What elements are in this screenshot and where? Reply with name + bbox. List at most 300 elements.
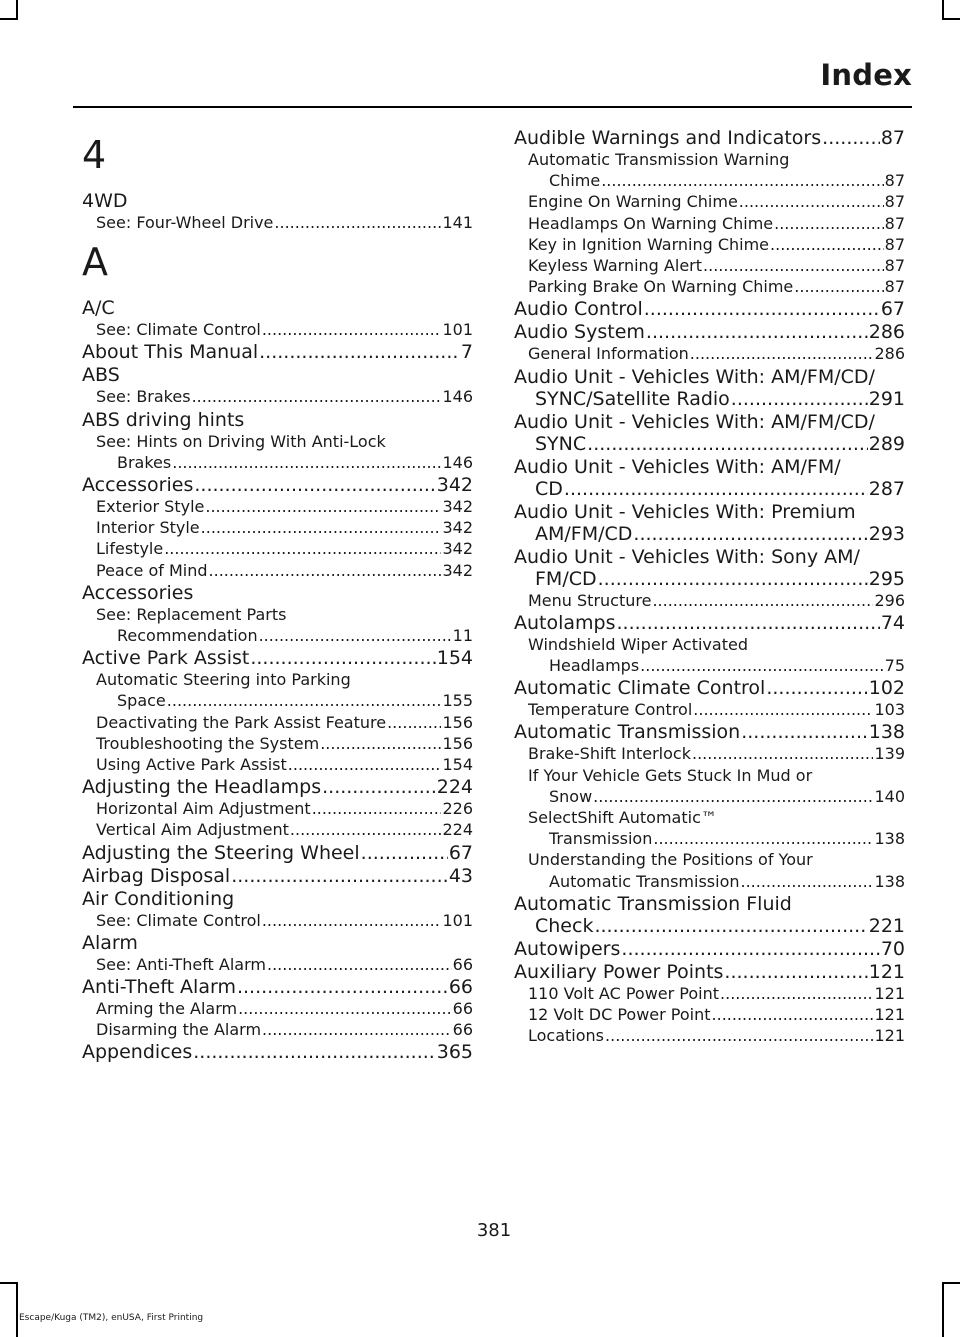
entry-row: [514, 298, 905, 320]
page-ref: 87: [884, 171, 905, 191]
index-subentry: [514, 343, 905, 364]
entry-text-continued: AM/FM/CD: [535, 522, 633, 545]
index-subentry: [514, 743, 905, 764]
dot-leader: [193, 1041, 436, 1063]
entry-row: [96, 560, 473, 581]
entry-text: SelectShift Automatic™: [528, 808, 717, 828]
entry-text: See: Replacement Parts: [96, 604, 287, 624]
entry-text: Air Conditioning: [82, 887, 235, 910]
entry-row: [96, 517, 473, 538]
entry-continuation-row: [514, 433, 905, 455]
index-entry: [82, 647, 473, 669]
dot-leader: [692, 743, 873, 764]
index-entry: [514, 612, 905, 634]
index-entry: [82, 932, 473, 954]
entry-text-continued: Space: [117, 691, 166, 711]
page-ref: 224: [436, 776, 473, 799]
page-ref: 154: [436, 647, 473, 670]
dot-leader: [259, 341, 460, 363]
page-ref: 67: [448, 841, 473, 864]
dot-leader: [164, 538, 441, 559]
page-ref: 43: [448, 864, 473, 887]
index-entry: [82, 409, 473, 431]
entry-row: [514, 321, 905, 343]
dot-leader: [644, 298, 880, 320]
entry-row: [528, 1025, 905, 1046]
dot-leader: [262, 910, 442, 931]
entry-row: [528, 743, 905, 764]
entry-row: [528, 255, 905, 276]
entry-text: Using Active Park Assist: [96, 755, 287, 775]
entry-text: Keyless Warning Alert: [528, 256, 703, 276]
index-entry: [514, 546, 905, 590]
entry-row: [528, 213, 905, 234]
entry-row: [82, 341, 473, 363]
page-ref: 66: [452, 954, 473, 974]
index-subentry: [514, 255, 905, 276]
entry-text: Anti-Theft Alarm: [82, 976, 236, 999]
entry-text: Arming the Alarm: [96, 999, 238, 1019]
index-subentry: [82, 1019, 473, 1040]
dot-leader: [712, 1004, 874, 1025]
dot-leader: [621, 938, 879, 960]
dot-leader: [587, 433, 868, 455]
dot-leader: [205, 496, 441, 517]
entry-continuation-row: [514, 478, 905, 500]
dot-leader: [822, 127, 880, 149]
entry-continuation-row: [528, 871, 905, 892]
dot-leader: [640, 655, 883, 676]
index-column-right: [514, 126, 905, 1046]
dot-leader: [741, 871, 874, 892]
entry-text: Deactivating the Park Assist Feature: [96, 712, 387, 732]
page-ref: 102: [868, 677, 905, 700]
entry-text: Audio Unit - Vehicles With: AM/FM/CD/: [514, 410, 875, 433]
entry-text: Lifestyle: [96, 539, 164, 559]
entry-row: [514, 127, 905, 149]
index-subentry: [514, 765, 905, 807]
entry-row: [528, 699, 905, 720]
entry-text: 4WD: [82, 190, 128, 212]
entry-text: Automatic Transmission Fluid: [514, 892, 792, 915]
entry-text: Locations: [528, 1026, 605, 1046]
entry-text: Active Park Assist: [82, 647, 250, 670]
entry-text: Understanding the Positions of Your: [528, 850, 813, 870]
index-subentry: [82, 954, 473, 975]
entry-text-continued: Headlamps: [549, 656, 640, 676]
index-subentry: [514, 983, 905, 1004]
dot-leader: [594, 915, 867, 937]
dot-leader: [593, 786, 873, 807]
dot-leader: [703, 255, 884, 276]
crop-mark-bottom-left-h: [0, 1282, 18, 1284]
entry-text: Automatic Climate Control: [514, 677, 766, 700]
entry-row: [528, 276, 905, 297]
dot-leader: [172, 452, 441, 473]
entry-text: See: Climate Control: [96, 910, 261, 930]
entry-text-continued: SYNC/Satellite Radio: [535, 387, 730, 410]
page-ref: 121: [874, 983, 905, 1003]
entry-text: Menu Structure: [528, 590, 652, 610]
entry-continuation-row: [514, 568, 905, 590]
entry-text: Accessories: [82, 474, 194, 497]
entry-row: [528, 191, 905, 212]
page-title: Index: [820, 58, 912, 92]
dot-leader: [274, 212, 441, 233]
index-entry: [514, 893, 905, 937]
entry-text: Temperature Control: [528, 700, 693, 720]
entry-text: Engine On Warning Chime: [528, 192, 738, 212]
index-entry: [514, 456, 905, 500]
entry-text: Appendices: [82, 1041, 193, 1064]
dot-leader: [731, 388, 868, 410]
entry-continuation-row: [528, 786, 905, 807]
entry-text: Audio Control: [514, 298, 643, 321]
entry-continuation-row: [96, 690, 473, 711]
index-entry: [82, 865, 473, 887]
entry-text: Airbag Disposal: [82, 864, 231, 887]
entry-text: Headlamps On Warning Chime: [528, 213, 774, 233]
index-subentry: [82, 819, 473, 840]
page-ref: 11: [452, 626, 473, 646]
index-entry: [82, 364, 473, 386]
index-entry: [82, 776, 473, 798]
page-ref: 289: [868, 432, 905, 455]
entry-row: [82, 842, 473, 864]
entry-continuation-row: [96, 625, 473, 646]
entry-row: [96, 954, 473, 975]
entry-text-continued: Transmission: [549, 829, 653, 849]
dot-leader: [167, 690, 442, 711]
entry-text: Exterior Style: [96, 497, 205, 517]
dot-leader: [605, 1025, 873, 1046]
entry-text-continued: FM/CD: [535, 567, 597, 590]
index-subentry: [82, 386, 473, 407]
entry-text: Windshield Wiper Activated: [528, 634, 748, 654]
index-entry: [82, 297, 473, 319]
index-entry: [514, 961, 905, 983]
entry-text: Key in Ignition Warning Chime: [528, 234, 770, 254]
dot-leader: [290, 819, 442, 840]
page-ref: 221: [868, 914, 905, 937]
entry-row: [514, 612, 905, 634]
dot-leader: [794, 276, 883, 297]
entry-row: [528, 343, 905, 364]
dot-leader: [693, 699, 873, 720]
index-subentry: [514, 849, 905, 891]
page-ref: 295: [868, 567, 905, 590]
page-ref: 286: [868, 321, 905, 344]
entry-text: Troubleshooting the System: [96, 733, 320, 753]
page-ref: 121: [868, 960, 905, 983]
entry-continuation-row: [514, 915, 905, 937]
dot-leader: [361, 842, 448, 864]
index-entry: [514, 721, 905, 743]
index-subentry: [82, 712, 473, 733]
page-ref: 7: [460, 341, 473, 364]
index-subentry: [82, 431, 473, 473]
index-subentry: [82, 604, 473, 646]
entry-row: [96, 998, 473, 1019]
entry-continuation-row: [514, 523, 905, 545]
page-ref: 226: [442, 799, 473, 819]
entry-continuation-row: [96, 452, 473, 473]
entry-text: ABS: [82, 364, 120, 387]
entry-text: 110 Volt AC Power Point: [528, 983, 720, 1003]
page-ref: 342: [442, 518, 473, 538]
index-subentry: [82, 496, 473, 517]
entry-text-continued: Recommendation: [117, 626, 258, 646]
entry-row: [82, 776, 473, 798]
crop-mark-top-left-h: [0, 18, 18, 20]
entry-text: Accessories: [82, 581, 194, 604]
entry-text: Horizontal Aim Adjustment: [96, 799, 311, 819]
index-subentry: [82, 910, 473, 931]
index-entry: [82, 582, 473, 604]
entry-text: Audio Unit - Vehicles With: AM/FM/: [514, 455, 841, 478]
page-ref: 146: [442, 387, 473, 407]
entry-row: [96, 712, 473, 733]
entry-text: Vertical Aim Adjustment: [96, 820, 289, 840]
entry-row: [514, 721, 905, 743]
entry-text: A/C: [82, 297, 115, 320]
entry-continuation-row: [514, 388, 905, 410]
page-ref: 138: [874, 871, 905, 891]
dot-leader: [766, 677, 867, 699]
entry-row: [96, 496, 473, 517]
entry-text: See: Anti-Theft Alarm: [96, 954, 266, 974]
index-section-letter: 4: [82, 133, 107, 177]
entry-text: See: Four-Wheel Drive: [96, 213, 274, 232]
page-ref: 141: [442, 213, 473, 232]
entry-text: ABS driving hints: [82, 408, 245, 431]
index-subentry: [82, 669, 473, 711]
index-entry: [82, 842, 473, 864]
crop-mark-top-left-v: [16, 0, 18, 20]
page-ref: 74: [880, 611, 905, 634]
dot-leader: [653, 828, 873, 849]
title-rule: [73, 106, 912, 108]
entry-row: [82, 647, 473, 669]
index-subentry: [514, 1025, 905, 1046]
page-ref: 296: [874, 590, 905, 610]
entry-row: [96, 798, 473, 819]
crop-mark-bottom-right-h: [942, 1282, 960, 1284]
dot-leader: [201, 517, 442, 538]
entry-row: [514, 961, 905, 983]
page-ref: 121: [874, 1005, 905, 1025]
index-subentry: [514, 807, 905, 849]
entry-text: Audio Unit - Vehicles With: Sony AM/: [514, 545, 860, 568]
entry-row: [96, 538, 473, 559]
page-ref: 154: [442, 755, 473, 775]
page-ref: 342: [442, 497, 473, 517]
entry-text: See: Climate Control: [96, 320, 261, 340]
page-ref: 121: [874, 1026, 905, 1046]
entry-row: [96, 754, 473, 775]
dot-leader: [322, 776, 436, 798]
page-ref: 101: [442, 910, 473, 930]
entry-text: See: Brakes: [96, 387, 191, 407]
index-entry: [82, 976, 473, 998]
index-entry: [514, 501, 905, 545]
page-ref: 70: [880, 937, 905, 960]
index-subentry: [82, 560, 473, 581]
page-ref: 87: [884, 256, 905, 276]
index-subentry: [514, 191, 905, 212]
page-ref: 138: [874, 829, 905, 849]
dot-leader: [267, 954, 452, 975]
index-subentry: [514, 276, 905, 297]
index-entry: [514, 677, 905, 699]
entry-row: [96, 319, 473, 340]
page-ref: 146: [442, 452, 473, 472]
index-entry: [82, 190, 473, 212]
entry-continuation-row: [528, 655, 905, 676]
entry-text-continued: Check: [535, 914, 594, 937]
page-ref: 66: [448, 976, 473, 999]
dot-leader: [739, 191, 884, 212]
index-subentry: [514, 1004, 905, 1025]
page-ref: 224: [442, 820, 473, 840]
entry-text: Adjusting the Headlamps: [82, 776, 322, 799]
entry-text: Autolamps: [514, 611, 616, 634]
entry-row: [82, 865, 473, 887]
index-subentry: [82, 212, 473, 233]
entry-row: [82, 976, 473, 998]
index-entry: [82, 888, 473, 910]
page-ref: 75: [884, 656, 905, 676]
entry-text: Parking Brake On Warning Chime: [528, 277, 794, 297]
dot-leader: [209, 560, 442, 581]
index-subentry: [514, 213, 905, 234]
index-subentry: [514, 149, 905, 191]
crop-mark-top-right-v: [942, 0, 944, 20]
index-subentry: [514, 699, 905, 720]
entry-text: 12 Volt DC Power Point: [528, 1005, 711, 1025]
page-ref: 101: [442, 320, 473, 340]
dot-leader: [262, 319, 442, 340]
dot-leader: [774, 213, 884, 234]
entry-text: Automatic Transmission Warning: [528, 150, 790, 169]
entry-text: Peace of Mind: [96, 560, 208, 580]
entry-text: Audio System: [514, 321, 645, 344]
entry-text: Automatic Transmission: [514, 721, 741, 744]
dot-leader: [192, 386, 442, 407]
index-column-left: [82, 126, 473, 1063]
entry-row: [528, 1004, 905, 1025]
entry-text: Audio Unit - Vehicles With: Premium: [514, 500, 856, 523]
entry-text: Autowipers: [514, 937, 621, 960]
dot-leader: [652, 590, 873, 611]
entry-row: [96, 212, 473, 233]
page-ref: 156: [442, 733, 473, 753]
dot-leader: [720, 983, 873, 1004]
dot-leader: [250, 647, 435, 669]
entry-text: Audio Unit - Vehicles With: AM/FM/CD/: [514, 365, 875, 388]
page-ref: 155: [442, 691, 473, 711]
page-ref: 67: [880, 298, 905, 321]
entry-text-continued: Automatic Transmission: [549, 871, 740, 891]
index-subentry: [82, 798, 473, 819]
page-ref: 66: [452, 1020, 473, 1040]
crop-mark-top-right-h: [942, 18, 960, 20]
dot-leader: [617, 612, 880, 634]
entry-row: [82, 474, 473, 496]
dot-leader: [320, 733, 441, 754]
index-entry: [514, 938, 905, 960]
page-ref: 293: [868, 522, 905, 545]
entry-row: [82, 1041, 473, 1063]
dot-leader: [312, 798, 442, 819]
index-entry: [82, 1041, 473, 1063]
entry-text-continued: CD: [535, 477, 563, 500]
entry-continuation-row: [528, 170, 905, 191]
index-section-letter: A: [82, 240, 108, 285]
index-entry: [514, 298, 905, 320]
index-subentry: [82, 733, 473, 754]
page-ref: 342: [436, 474, 473, 497]
entry-text: Alarm: [82, 931, 138, 954]
entry-text: Brake-Shift Interlock: [528, 744, 691, 764]
dot-leader: [238, 998, 452, 1019]
page-ref: 87: [884, 234, 905, 254]
index-subentry: [82, 319, 473, 340]
index-subentry: [82, 754, 473, 775]
page-ref: 286: [874, 344, 905, 364]
page-ref: 87: [884, 192, 905, 212]
entry-row: [96, 733, 473, 754]
dot-leader: [259, 625, 452, 646]
entry-text: General Information: [528, 344, 689, 364]
entry-text: Automatic Steering into Parking: [96, 670, 351, 690]
index-entry: [514, 366, 905, 410]
page-ref: 342: [442, 539, 473, 559]
entry-row: [96, 910, 473, 931]
entry-text: Interior Style: [96, 518, 200, 538]
dot-leader: [724, 961, 867, 983]
entry-text-continued: Snow: [549, 786, 593, 806]
page-ref: 140: [874, 786, 905, 806]
entry-row: [96, 386, 473, 407]
dot-leader: [741, 721, 868, 743]
dot-leader: [194, 474, 435, 496]
index-subentry: [514, 234, 905, 255]
entry-text: Auxiliary Power Points: [514, 960, 724, 983]
dot-leader: [387, 712, 441, 733]
page-ref: 365: [436, 1041, 473, 1064]
crop-mark-bottom-right-v: [942, 1282, 944, 1337]
entry-text-continued: SYNC: [535, 432, 587, 455]
entry-text: About This Manual: [82, 341, 259, 364]
dot-leader: [288, 754, 442, 775]
index-entry: [514, 321, 905, 343]
index-subentry: [82, 517, 473, 538]
entry-row: [96, 819, 473, 840]
entry-row: [528, 234, 905, 255]
publication-footer: Escape/Kuga (TM2), enUSA, First Printing: [19, 1313, 204, 1323]
dot-leader: [646, 321, 868, 343]
page-ref: 87: [884, 277, 905, 297]
entry-row: [514, 677, 905, 699]
page-ref: 66: [452, 999, 473, 1019]
dot-leader: [633, 523, 867, 545]
entry-row: [514, 938, 905, 960]
entry-row: [96, 1019, 473, 1040]
index-entry: [82, 474, 473, 496]
dot-leader: [231, 865, 448, 887]
entry-text: If Your Vehicle Gets Stuck In Mud or: [528, 765, 813, 785]
